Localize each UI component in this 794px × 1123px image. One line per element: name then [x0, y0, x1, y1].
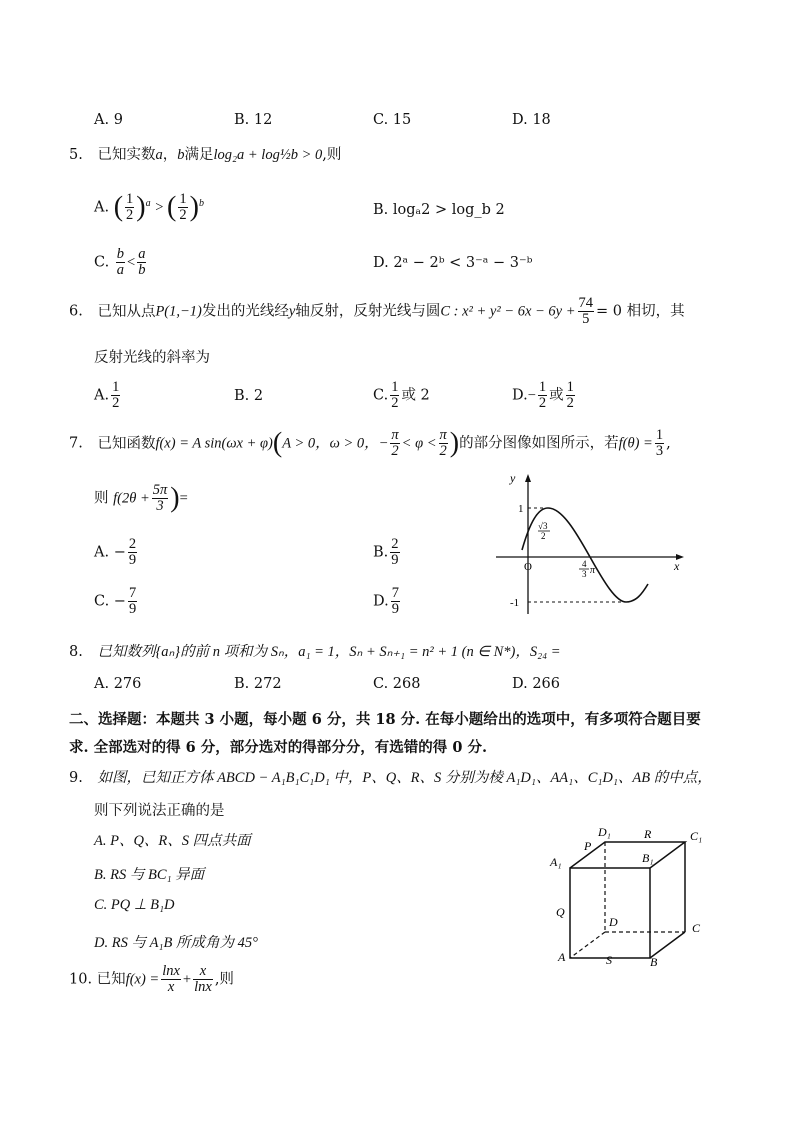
q10-f: f(x) = — [125, 971, 160, 988]
cube-label-a: A — [558, 950, 566, 964]
q5-stem — [69, 143, 341, 164]
q6-frac-num: 74 — [578, 295, 594, 311]
cube-label-p: P — [584, 839, 592, 853]
q7-option-a: A. − $\frac{2}{9}$ — [94, 536, 137, 569]
q6-option-d-mid: 或 — [549, 387, 564, 404]
q10-frac2-den: lnx — [194, 979, 212, 996]
q4-option-d: D. 18 — [512, 112, 551, 128]
q6-option-b: B. 2 — [234, 388, 264, 404]
q6-point: P(1,−1) — [155, 303, 202, 320]
q9-cube-figure — [530, 818, 720, 968]
q9-line-2: 则下列说法正确的是 — [94, 803, 225, 819]
cube-label-c1: C₁ — [690, 829, 703, 843]
q7-condition: A > 0，ω > 0，− — [282, 435, 389, 452]
q10-plus: + — [182, 971, 192, 988]
q9-number: 9. — [69, 770, 83, 786]
q6-option-a: A. $\frac{1}{2}$ — [94, 379, 120, 412]
cube-front-face — [570, 868, 650, 958]
q5-stem-mid: 满足 — [184, 147, 214, 163]
cube-label-q: Q — [556, 905, 565, 919]
cube-label-b: B — [650, 955, 658, 968]
cube-label-d1: D₁ — [598, 825, 611, 839]
q10-stem — [69, 964, 234, 995]
q5-option-a: A. ( $\frac{1}{2}$ )$^a$ > ( $\frac{1}{2}$ )$^b$ — [94, 191, 204, 224]
q5-condition: log₂a + log½b > 0 — [213, 147, 323, 163]
q6-number: 6. — [69, 303, 83, 320]
graph-y-label: y — [510, 472, 516, 485]
cube-label-d: D — [609, 915, 618, 929]
q10-frac1-num: lnx — [162, 963, 180, 979]
q6-mid2: 轴反射，反射光线与圆 — [295, 303, 441, 320]
q9-option-b: B. RS 与 BC₁ 异面 — [94, 867, 205, 883]
graph-origin-label: O — [524, 561, 532, 573]
q10-number: 10. — [69, 971, 93, 988]
q5-var-a: a — [155, 147, 163, 163]
q8-option-c: C. 268 — [373, 676, 421, 692]
q8-option-d: D. 266 — [512, 676, 561, 692]
q6-line-1 — [69, 296, 685, 327]
q7-line-2: 则 f(2θ + $\frac{5\pi}{3}$ )= — [94, 482, 188, 515]
q5-var-b: b — [177, 147, 185, 163]
q7-option-c-label: C. − — [94, 593, 126, 610]
q10-post: ,则 — [214, 971, 234, 988]
q7-option-d: D. $\frac{7}{9}$ — [373, 585, 399, 618]
q7-ftheta: f(θ) = — [618, 435, 653, 452]
q7-pre: 已知函数 — [97, 435, 156, 452]
q4-option-a: A. 9 — [94, 112, 123, 128]
q9-line-1 — [69, 766, 712, 787]
q7-condition-mid: < φ < — [401, 435, 437, 452]
graph-y-arrow — [525, 474, 531, 482]
cube-label-s: S — [606, 953, 612, 967]
q5-option-c-label: C. — [94, 254, 110, 271]
q9-option-d: D. RS 与 A₁B 所成角为 45° — [94, 935, 258, 951]
q5-option-a-label: A. — [94, 199, 110, 216]
cube-hidden-left-bottom — [570, 932, 605, 958]
q4-option-b: B. 12 — [234, 112, 273, 128]
graph-1-label: 1 — [518, 503, 524, 515]
q8-option-b: B. 272 — [234, 676, 282, 692]
section-2-line-1: 二、选择题：本题共 3 小题，每小题 6 分，共 18 分. 在每小题给出的选项中，有多项符合题目要 — [69, 711, 701, 728]
q5-stem-post: ,则 — [322, 147, 342, 163]
q6-axis: y — [288, 303, 296, 320]
q6-post: = 0 相切，其 — [596, 303, 685, 320]
cube-label-b1: B₁ — [642, 851, 654, 865]
q7-sine-graph — [490, 472, 690, 622]
q6-circle: C : x² + y² − 6x − 6y + — [440, 303, 576, 320]
q6-pre: 已知从点 — [97, 303, 156, 320]
q7-number: 7. — [69, 435, 83, 452]
q9-option-c: C. PQ ⊥ B₁D — [94, 897, 175, 913]
q5-option-c: C. $\frac{b}{a}$ < $\frac{a}{b}$ — [94, 246, 146, 279]
q6-mid: 发出的光线经 — [201, 303, 289, 320]
q6-option-d: D.− $\frac{1}{2}$ 或 $\frac{1}{2}$ — [512, 379, 574, 412]
cube-label-a1: A₁ — [550, 855, 562, 869]
q8-option-a: A. 276 — [94, 676, 142, 692]
q8-number: 8. — [69, 644, 83, 660]
graph-sqrt3-den: 2 — [541, 531, 546, 541]
q10-frac2-num: x — [193, 964, 213, 980]
graph-43-den: 3 — [582, 569, 587, 579]
q5-number: 5. — [69, 147, 83, 163]
q7-line2-expr: f(2θ + — [113, 490, 150, 507]
graph-minus1-label: -1 — [510, 597, 520, 609]
q9-line1-text: 如图，已知正方体 ABCD − A₁B₁C₁D₁ 中，P、Q、R、S 分别为棱 A₁D₁、AA₁、C₁D₁、AB 的中点， — [97, 770, 712, 786]
q7-post: 的部分图像如图所示，若 — [459, 435, 619, 452]
q8-stem — [69, 640, 561, 661]
q10-pre: 已知 — [96, 971, 126, 988]
q7-option-b-label: B. — [373, 544, 389, 561]
q5-option-d: D. 2ᵃ − 2ᵇ < 3⁻ᵃ − 3⁻ᵇ — [373, 255, 533, 271]
q6-option-c: C. $\frac{1}{2}$ 或 2 — [373, 379, 430, 412]
q9-option-a: A. P、Q、R、S 四点共面 — [94, 833, 251, 849]
q7-option-d-label: D. — [373, 593, 389, 610]
q7-function: f(x) = A sin(ωx + φ) — [155, 435, 273, 452]
graph-43-num: 4 — [582, 559, 587, 569]
graph-x-label: x — [674, 559, 680, 573]
q8-text: 已知数列{aₙ}的前 n 项和为 Sₙ，a₁ = 1，Sₙ + Sₙ₊₁ = n² + 1 (n ∈ N*)，S₂₄ = — [97, 644, 561, 660]
q6-frac-den: 5 — [582, 311, 590, 328]
q6-line-2: 反射光线的斜率为 — [94, 350, 210, 366]
q10-frac1-den: x — [167, 979, 175, 996]
section-2-line-2: 求. 全部选对的得 6 分，部分选对的得部分分，有选错的得 0 分. — [69, 739, 488, 756]
q7-option-a-label: A. − — [94, 544, 126, 561]
q7-option-c: C. − $\frac{7}{9}$ — [94, 585, 137, 618]
cube-label-r: R — [644, 827, 652, 841]
q6-option-c-tail: 或 2 — [401, 387, 430, 404]
cube-label-c: C — [692, 921, 701, 935]
q5-sep: ， — [162, 147, 178, 163]
q4-option-c: C. 15 — [373, 112, 412, 128]
graph-sqrt3-num: √3 — [538, 521, 548, 531]
q7-line-1: 7. 已知函数f(x) = A sin(ωx + φ)(A > 0，ω > 0，− $\frac{\pi}{2}$ < φ < $\frac{\pi}{2}$ )的部分图像如图所示，若f(θ) = $\frac{1}{3}$ , — [69, 427, 671, 460]
q7-line2-pre: 则 — [94, 490, 109, 507]
q5-stem-pre: 已知实数 — [97, 147, 156, 163]
q5-option-b: B. logₐ2 > log_b 2 — [373, 202, 505, 218]
q7-option-b: B. $\frac{2}{9}$ — [373, 536, 399, 569]
graph-pi-label: π — [590, 565, 596, 576]
